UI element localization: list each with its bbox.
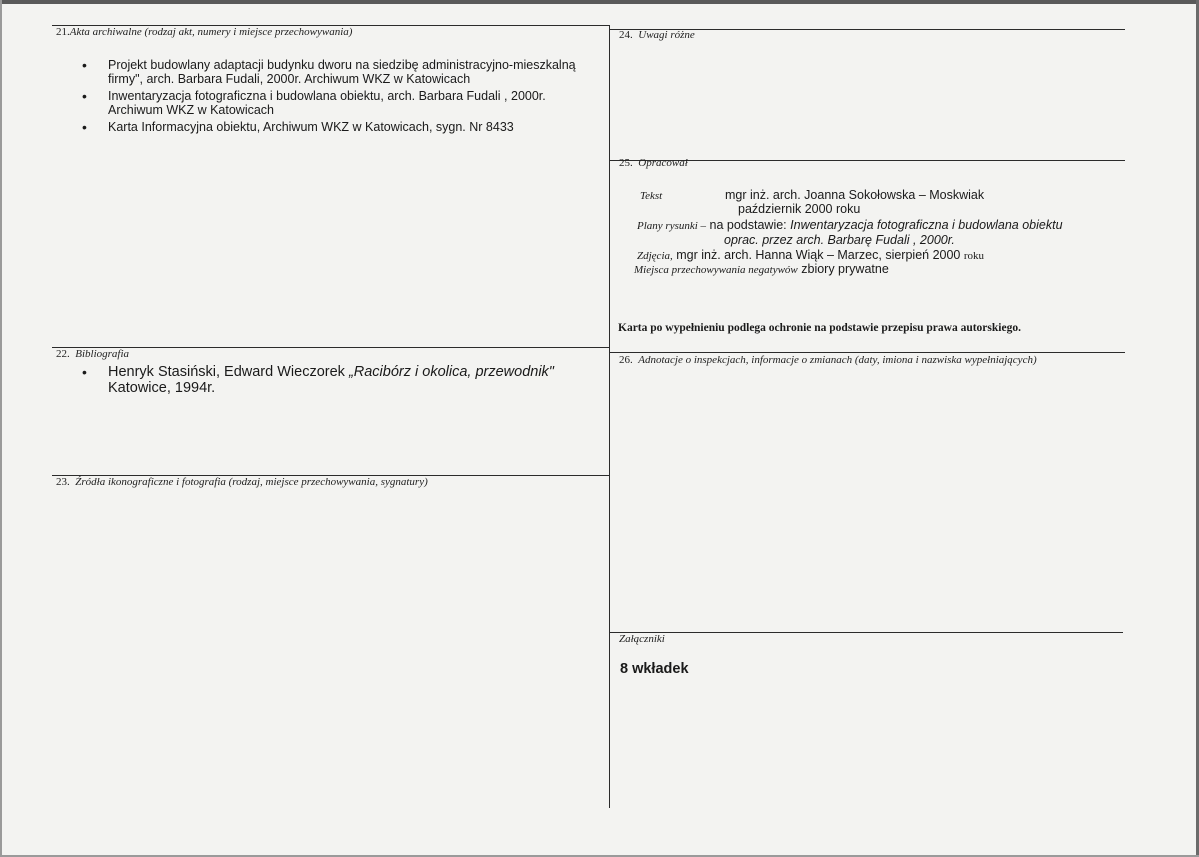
section-25-title: Opracował bbox=[638, 157, 688, 169]
list-item bbox=[82, 364, 582, 396]
bibliography-list bbox=[82, 364, 582, 396]
section-23-title: Źródła ikonograficzne i fotografia (rodzaj, miejsce przechowywania, sygnatury) bbox=[75, 476, 428, 488]
section-22-heading bbox=[56, 348, 129, 360]
plans-source: Inwentaryzacja fotograficzna i budowlana obiektu bbox=[790, 218, 1063, 232]
section-21-title: Akta archiwalne (rodzaj akt, numery i miejsce przechowywania) bbox=[69, 26, 353, 38]
section-24-heading bbox=[619, 29, 695, 41]
text-label: Tekst bbox=[640, 190, 663, 202]
list-item: • Projekt budowlany adaptacji budynku dworu na siedzibę administracyjno-mieszkalną firmy", arch. Barbara Fudali, 2000r. Archiwum WKZ w Katowicach bbox=[82, 58, 602, 86]
section-23-number: 23. bbox=[56, 476, 70, 488]
plans-prefix: na podstawie: bbox=[706, 218, 791, 232]
page-edge-left bbox=[0, 0, 2, 857]
section-22-title: Bibliografia bbox=[75, 348, 130, 360]
photos-suffix: roku bbox=[963, 250, 985, 262]
text-author-row bbox=[640, 188, 662, 202]
copyright-note: Karta po wypełnieniu podlega ochronie na podstawie przepisu prawa autorskiego. bbox=[618, 322, 1021, 334]
section-24-title: Uwagi różne bbox=[638, 29, 695, 41]
section-21-number: 21. bbox=[56, 26, 70, 38]
photos-label: Zdjęcia, bbox=[637, 250, 673, 262]
section-23-heading bbox=[56, 476, 428, 488]
plans-row bbox=[637, 218, 1063, 232]
rule-right-26 bbox=[610, 352, 1125, 353]
section-25-number: 25. bbox=[619, 157, 633, 169]
section-24-number: 24. bbox=[619, 29, 633, 41]
section-26-title: Adnotacje o inspekcjach, informacje o zmianach (daty, imiona i nazwiska wypełniających) bbox=[638, 354, 1037, 366]
negatives-row bbox=[634, 262, 889, 276]
section-26-heading bbox=[619, 354, 1037, 366]
plans-source-line2: oprac. przez arch. Barbarę Fudali , 2000r. bbox=[724, 233, 955, 247]
bibliography-place-year: Katowice, 1994r. bbox=[108, 380, 216, 396]
negatives-label: Miejsca przechowywania negatywów bbox=[634, 264, 798, 276]
plans-label: Plany rysunki – bbox=[637, 220, 707, 232]
negatives-value: zbiory prywatne bbox=[797, 262, 889, 276]
list-item: • Inwentaryzacja fotograficzna i budowlana obiektu, arch. Barbara Fudali , 2000r. Archiwum WKZ w Katowicach bbox=[82, 89, 602, 117]
photos-value: mgr inż. arch. Hanna Wiąk – Marzec, sierpień 2000 bbox=[672, 248, 964, 262]
page-edge-top bbox=[0, 0, 1199, 4]
bibliography-book-title: „Racibórz i okolica, przewodnik" bbox=[348, 364, 554, 380]
rule-left-22 bbox=[52, 347, 610, 348]
section-22-number: 22. bbox=[56, 348, 70, 360]
attachments-heading: Załączniki bbox=[619, 633, 665, 645]
photos-row bbox=[637, 248, 984, 262]
rule-attachments bbox=[610, 632, 1123, 633]
list-item: • Karta Informacyjna obiektu, Archiwum WKZ w Katowicach, sygn. Nr 8433 bbox=[82, 120, 602, 134]
text-author: mgr inż. arch. Joanna Sokołowska – Moskwiak bbox=[725, 188, 985, 202]
section-25-heading bbox=[619, 157, 688, 169]
bibliography-authors: Henryk Stasiński, Edward Wieczorek bbox=[108, 364, 349, 380]
column-divider bbox=[609, 25, 610, 808]
text-date: październik 2000 roku bbox=[738, 202, 861, 216]
archival-records-list bbox=[82, 58, 602, 137]
attachments-value: 8 wkładek bbox=[620, 661, 689, 677]
section-26-number: 26. bbox=[619, 354, 633, 366]
section-21-heading bbox=[56, 26, 352, 38]
